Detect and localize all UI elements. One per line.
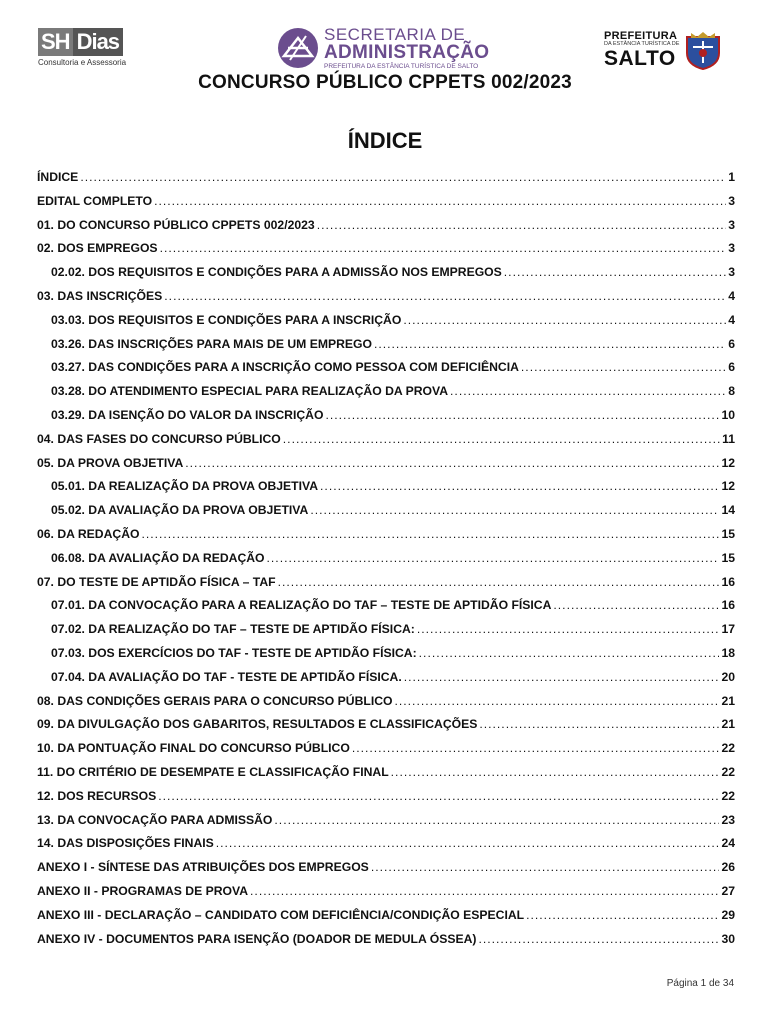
toc-entry-page: 22 xyxy=(721,764,735,779)
toc-entry-label: 07. DO TESTE DE APTIDÃO FÍSICA – TAF xyxy=(37,574,276,589)
toc-dot-leader xyxy=(154,194,726,208)
toc-entry[interactable] xyxy=(37,170,735,194)
toc-entry-label: 02. DOS EMPREGOS xyxy=(37,241,158,256)
toc-entry[interactable] xyxy=(37,908,735,932)
toc-dot-leader xyxy=(283,432,720,446)
shdias-logo-sh: SH xyxy=(38,28,73,56)
toc-dot-leader xyxy=(403,313,726,327)
toc-dot-leader xyxy=(450,384,726,398)
toc-entry-page: 11 xyxy=(722,431,735,446)
secretaria-line1: SECRETARIA DE xyxy=(324,24,466,44)
toc-dot-leader xyxy=(278,575,720,589)
page-header xyxy=(0,22,770,72)
shdias-logo-subtitle: Consultoria e Assessoria xyxy=(38,58,127,67)
shdias-logo-dias: Dias xyxy=(73,28,123,56)
toc-entry-page: 3 xyxy=(728,193,735,208)
toc-entry-page: 24 xyxy=(721,836,735,851)
toc-entry-page: 30 xyxy=(721,931,735,946)
page-title: CONCURSO PÚBLICO CPPETS 002/2023 xyxy=(198,72,572,93)
toc-dot-leader xyxy=(164,289,726,303)
toc-entry[interactable] xyxy=(37,575,735,599)
toc-entry-label: 13. DA CONVOCAÇÃO PARA ADMISSÃO xyxy=(37,812,273,827)
toc-entry-label: 10. DA PONTUAÇÃO FINAL DO CONCURSO PÚBLICO xyxy=(37,741,350,756)
toc-entry[interactable] xyxy=(37,360,735,384)
toc-entry-page: 12 xyxy=(721,479,735,494)
toc-dot-leader xyxy=(325,408,719,422)
toc-entry-label: ANEXO III - DECLARAÇÃO – CANDIDATO COM DEFICIÊNCIA/CONDIÇÃO ESPECIAL xyxy=(37,907,525,922)
toc-entry-label: 07.01. DA CONVOCAÇÃO PARA A REALIZAÇÃO DO TAF – TESTE DE APTIDÃO FÍSICA xyxy=(51,598,552,613)
toc-dot-leader xyxy=(158,789,719,803)
toc-dot-leader xyxy=(310,503,719,517)
toc-dot-leader xyxy=(80,170,726,184)
toc-entry-label: 14. DAS DISPOSIÇÕES FINAIS xyxy=(37,836,214,851)
toc-entry[interactable] xyxy=(37,218,735,242)
toc-entry-label: 02.02. DOS REQUISITOS E CONDIÇÕES PARA A ADMISSÃO NOS EMPREGOS xyxy=(51,265,502,280)
toc-entry[interactable] xyxy=(37,241,735,265)
toc-entry-page: 21 xyxy=(721,717,735,732)
toc-entry-label: 11. DO CRITÉRIO DE DESEMPATE E CLASSIFICAÇÃO FINAL xyxy=(37,764,389,779)
toc-entry[interactable] xyxy=(37,313,735,337)
toc-entry-label: 09. DA DIVULGAÇÃO DOS GABARITOS, RESULTADOS E CLASSIFICAÇÕES xyxy=(37,717,478,732)
prefeitura-line2: DA ESTÂNCIA TURÍSTICA DE xyxy=(604,41,680,48)
toc-dot-leader xyxy=(395,694,720,708)
toc-entry-page: 6 xyxy=(728,360,735,375)
toc-entry-label: 05.02. DA AVALIAÇÃO DA PROVA OBJETIVA xyxy=(51,503,309,518)
toc-entry[interactable] xyxy=(37,622,735,646)
prefeitura-salto-logo xyxy=(604,28,734,72)
toc-entry[interactable] xyxy=(37,432,735,456)
toc-entry-label: 03.26. DAS INSCRIÇÕES PARA MAIS DE UM EMPREGO xyxy=(51,336,372,351)
toc-dot-leader xyxy=(478,932,719,946)
toc-entry[interactable] xyxy=(37,598,735,622)
toc-entry[interactable] xyxy=(37,932,735,956)
table-of-contents xyxy=(37,170,735,955)
toc-entry-page: 22 xyxy=(721,788,735,803)
salto-crest-icon xyxy=(683,29,723,71)
toc-entry[interactable] xyxy=(37,337,735,361)
toc-entry[interactable] xyxy=(37,670,735,694)
toc-entry[interactable] xyxy=(37,456,735,480)
toc-entry-page: 17 xyxy=(721,622,735,637)
toc-entry[interactable] xyxy=(37,836,735,860)
toc-entry-label: ANEXO I - SÍNTESE DAS ATRIBUIÇÕES DOS EMPREGOS xyxy=(37,860,369,875)
toc-dot-leader xyxy=(371,860,720,874)
toc-entry-page: 4 xyxy=(728,312,735,327)
prefeitura-line1: PREFEITURA xyxy=(604,30,678,43)
toc-entry[interactable] xyxy=(37,860,735,884)
toc-entry-label: 04. DAS FASES DO CONCURSO PÚBLICO xyxy=(37,431,281,446)
toc-entry-label: 05. DA PROVA OBJETIVA xyxy=(37,455,184,470)
toc-entry-label: ÍNDICE xyxy=(37,170,79,184)
toc-entry[interactable] xyxy=(37,789,735,813)
toc-dot-leader xyxy=(404,670,720,684)
toc-entry-label: 07.03. DOS EXERCÍCIOS DO TAF - TESTE DE APTIDÃO FÍSICA: xyxy=(51,645,417,660)
toc-entry[interactable] xyxy=(37,551,735,575)
toc-entry[interactable] xyxy=(37,646,735,670)
toc-entry-page: 20 xyxy=(721,669,735,684)
toc-entry[interactable] xyxy=(37,741,735,765)
toc-entry-label: ANEXO II - PROGRAMAS DE PROVA xyxy=(37,883,249,898)
toc-dot-leader xyxy=(250,884,719,898)
toc-entry-page: 10 xyxy=(721,407,735,422)
toc-dot-leader xyxy=(267,551,720,565)
toc-entry-page: 16 xyxy=(721,574,735,589)
toc-entry-label: 06. DA REDAÇÃO xyxy=(37,526,140,541)
toc-entry-page: 15 xyxy=(721,526,735,541)
toc-entry-label: 03.29. DA ISENÇÃO DO VALOR DA INSCRIÇÃO xyxy=(51,407,324,422)
toc-dot-leader xyxy=(141,527,719,541)
toc-dot-leader xyxy=(320,479,719,493)
secretaria-line2: ADMINISTRAÇÃO xyxy=(324,41,490,63)
index-heading: ÍNDICE xyxy=(347,128,423,153)
toc-dot-leader xyxy=(317,218,727,232)
toc-entry-label: ANEXO IV - DOCUMENTOS PARA ISENÇÃO (DOADOR DE MEDULA ÓSSEA) xyxy=(37,931,477,946)
toc-entry-page: 14 xyxy=(721,503,735,518)
toc-dot-leader xyxy=(391,765,720,779)
secretaria-emblem-icon xyxy=(276,26,320,70)
toc-dot-leader xyxy=(419,646,720,660)
toc-entry-label: 03.28. DO ATENDIMENTO ESPECIAL PARA REALIZAÇÃO DA PROVA xyxy=(51,384,449,399)
toc-entry[interactable] xyxy=(37,527,735,551)
secretaria-logo xyxy=(276,24,496,72)
toc-entry-label: 06.08. DA AVALIAÇÃO DA REDAÇÃO xyxy=(51,550,265,565)
toc-entry-page: 18 xyxy=(721,645,735,660)
toc-dot-leader xyxy=(352,741,720,755)
toc-entry-page: 1 xyxy=(728,170,735,184)
toc-entry-page: 8 xyxy=(728,384,735,399)
toc-entry[interactable] xyxy=(37,717,735,741)
toc-dot-leader xyxy=(521,360,726,374)
toc-dot-leader xyxy=(374,337,726,351)
toc-entry-label: 03.27. DAS CONDIÇÕES PARA A INSCRIÇÃO COMO PESSOA COM DEFICIÊNCIA xyxy=(51,360,519,375)
toc-entry[interactable] xyxy=(37,408,735,432)
toc-entry-label: 03.03. DOS REQUISITOS E CONDIÇÕES PARA A INSCRIÇÃO xyxy=(51,312,402,327)
toc-entry-page: 22 xyxy=(721,741,735,756)
toc-entry-label: EDITAL COMPLETO xyxy=(37,193,153,208)
toc-entry-page: 4 xyxy=(728,288,735,303)
toc-entry[interactable] xyxy=(37,694,735,718)
toc-entry-page: 15 xyxy=(721,550,735,565)
toc-dot-leader xyxy=(274,813,719,827)
toc-entry[interactable] xyxy=(37,813,735,837)
toc-entry[interactable] xyxy=(37,503,735,527)
toc-entry-page: 23 xyxy=(721,812,735,827)
toc-entry[interactable] xyxy=(37,265,735,289)
toc-entry-label: 07.02. DA REALIZAÇÃO DO TAF – TESTE DE APTIDÃO FÍSICA: xyxy=(51,622,415,637)
toc-entry-page: 3 xyxy=(728,265,735,280)
toc-entry-label: 01. DO CONCURSO PÚBLICO CPPETS 002/2023 xyxy=(37,217,315,232)
toc-entry-page: 26 xyxy=(721,860,735,875)
toc-dot-leader xyxy=(216,836,720,850)
toc-entry[interactable] xyxy=(37,884,735,908)
toc-entry-label: 05.01. DA REALIZAÇÃO DA PROVA OBJETIVA xyxy=(51,479,319,494)
toc-dot-leader xyxy=(479,717,719,731)
toc-entry-label: 08. DAS CONDIÇÕES GERAIS PARA O CONCURSO PÚBLICO xyxy=(37,693,393,708)
toc-entry[interactable] xyxy=(37,479,735,503)
prefeitura-line3: SALTO xyxy=(604,46,676,70)
toc-dot-leader xyxy=(417,622,720,636)
toc-dot-leader xyxy=(526,908,719,922)
page-number-footer: Página 1 de 34 xyxy=(666,978,734,989)
toc-entry-label: 12. DOS RECURSOS xyxy=(37,788,157,803)
shdias-logo xyxy=(38,28,148,70)
toc-entry[interactable] xyxy=(37,384,735,408)
toc-dot-leader xyxy=(553,598,719,612)
toc-dot-leader xyxy=(185,456,719,470)
toc-entry-label: 07.04. DA AVALIAÇÃO DO TAF - TESTE DE APTIDÃO FÍSICA. xyxy=(51,669,402,684)
toc-entry-page: 27 xyxy=(721,883,735,898)
toc-entry[interactable] xyxy=(37,765,735,789)
toc-entry-page: 16 xyxy=(721,598,735,613)
toc-dot-leader xyxy=(504,265,726,279)
toc-entry-page: 21 xyxy=(721,693,735,708)
toc-entry-page: 3 xyxy=(728,241,735,256)
toc-dot-leader xyxy=(160,241,727,255)
toc-entry-label: 03. DAS INSCRIÇÕES xyxy=(37,288,163,303)
toc-entry-page: 6 xyxy=(728,336,735,351)
toc-entry[interactable] xyxy=(37,289,735,313)
toc-entry-page: 29 xyxy=(721,907,735,922)
secretaria-line3: PREFEITURA DA ESTÂNCIA TURÍSTICA DE SALTO xyxy=(324,62,479,70)
toc-entry[interactable] xyxy=(37,194,735,218)
toc-entry-page: 3 xyxy=(728,217,735,232)
toc-entry-page: 12 xyxy=(721,455,735,470)
